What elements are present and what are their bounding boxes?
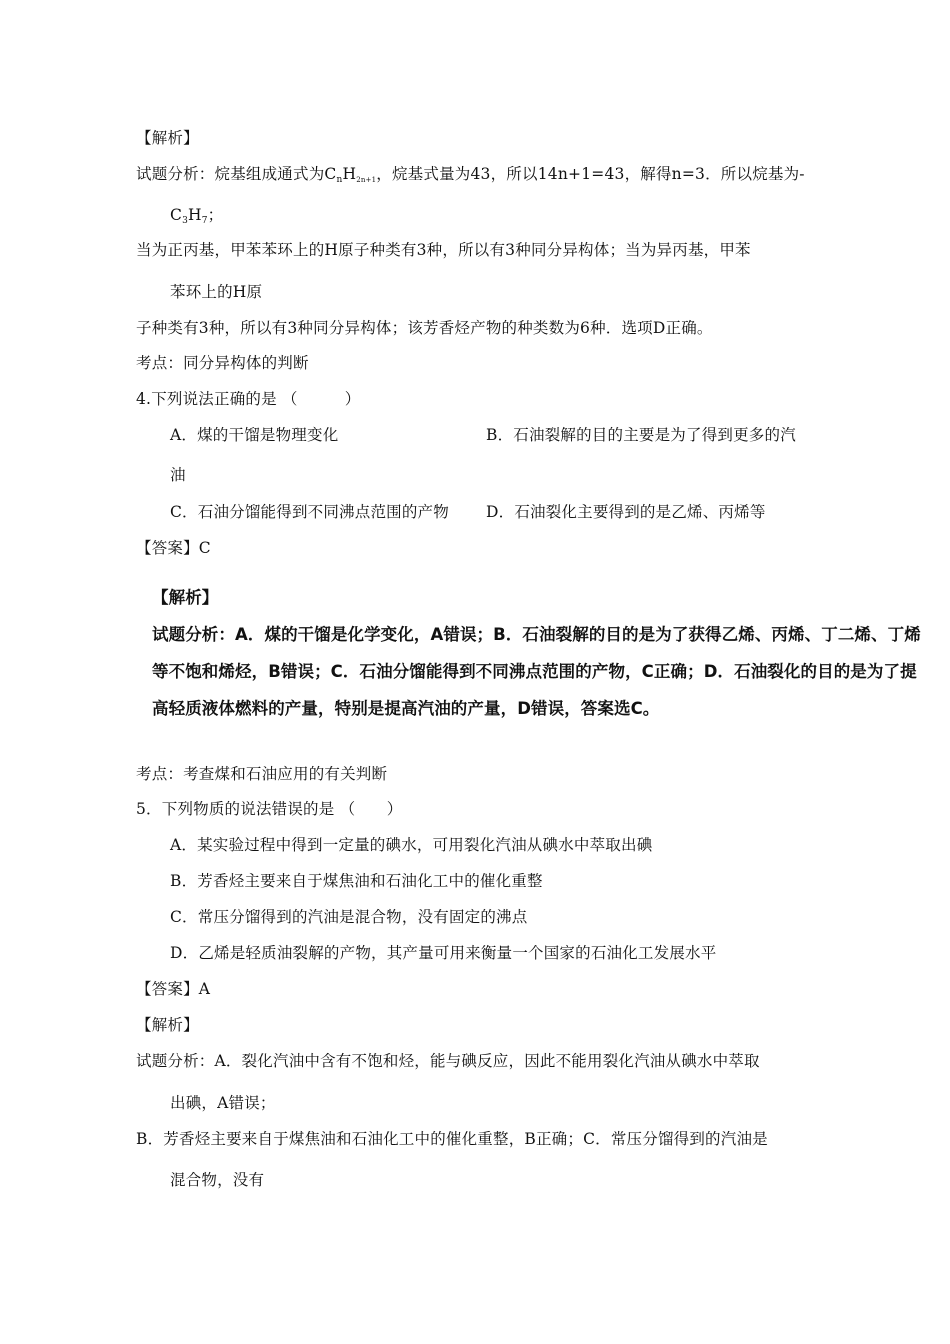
q3-analysis-line-3: 当为正丙基，甲苯苯环上的H原子种类有3种，所以有3种同分异构体；当为异丙基，甲苯 (136, 241, 751, 259)
q5-analysis-line-4: 混合物，没有 (170, 1171, 265, 1189)
q5-analysis-line-1: 试题分析：A．裂化汽油中含有不饱和烃，能与碘反应，因此不能用裂化汽油从碘水中萃取 (136, 1052, 760, 1070)
q3-analysis-heading: 【解析】 (136, 129, 199, 147)
q4-analysis-line-1: 试题分析：A．煤的干馏是化学变化，A错误；B．石油裂解的目的是为了获得乙烯、丙烯、丁二烯、丁烯 (152, 625, 921, 644)
q5-stem: 5．下列物质的说法错误的是 （ ） (136, 800, 403, 818)
q5-answer: 【答案】A (136, 980, 211, 998)
q5-analysis-line-2: 出碘，A错误； (170, 1094, 276, 1112)
q3-kaodian: 考点：同分异构体的判断 (136, 354, 309, 372)
q4-answer: 【答案】C (136, 539, 211, 557)
q4-analysis-heading: 【解析】 (152, 588, 219, 607)
q4-option-c: C．石油分馏能得到不同沸点范围的产物 (170, 503, 449, 521)
q5-option-b: B．芳香烃主要来自于煤焦油和石油化工中的催化重整 (170, 872, 543, 890)
q4-stem: 4.下列说法正确的是 （ ） (136, 390, 361, 408)
q4-kaodian: 考点：考查煤和石油应用的有关判断 (136, 765, 388, 783)
q4-option-d: D．石油裂化主要得到的是乙烯、丙烯等 (486, 503, 766, 521)
q5-option-c: C．常压分馏得到的汽油是混合物，没有固定的沸点 (170, 908, 528, 926)
q5-option-a: A．某实验过程中得到一定量的碘水，可用裂化汽油从碘水中萃取出碘 (170, 836, 653, 854)
q4-analysis-line-3: 高轻质液体燃料的产量，特别是提高汽油的产量，D错误，答案选C。 (152, 699, 660, 718)
q4-option-b: B．石油裂解的目的主要是为了得到更多的汽 (486, 426, 796, 444)
q5-analysis-heading: 【解析】 (136, 1016, 199, 1034)
q5-analysis-line-3: B．芳香烃主要来自于煤焦油和石油化工中的催化重整，B正确；C．常压分馏得到的汽油是 (136, 1130, 768, 1148)
q3-analysis-line-1: 试题分析：烷基组成通式为$C_nH2n+1$，烷基式量为43，所以14n+1=43，解得n=3．所以烷基为- (136, 165, 805, 185)
q4-analysis-line-2: 等不饱和烯烃，B错误；C．石油分馏能得到不同沸点范围的产物，C正确；D．石油裂化的目的是为了提 (152, 662, 917, 681)
q3-analysis-line-2: $C_3H_7$； (170, 206, 224, 226)
q5-option-d: D．乙烯是轻质油裂解的产物，其产量可用来衡量一个国家的石油化工发展水平 (170, 944, 717, 962)
q3-analysis-line-5: 子种类有3种，所以有3种同分异构体；该芳香烃产物的种类数为6种．选项D正确。 (136, 319, 713, 337)
q4-option-a: A．煤的干馏是物理变化 (170, 426, 339, 444)
q3-analysis-line-4: 苯环上的H原 (170, 283, 263, 301)
q4-option-b-cont: 油 (170, 466, 186, 484)
